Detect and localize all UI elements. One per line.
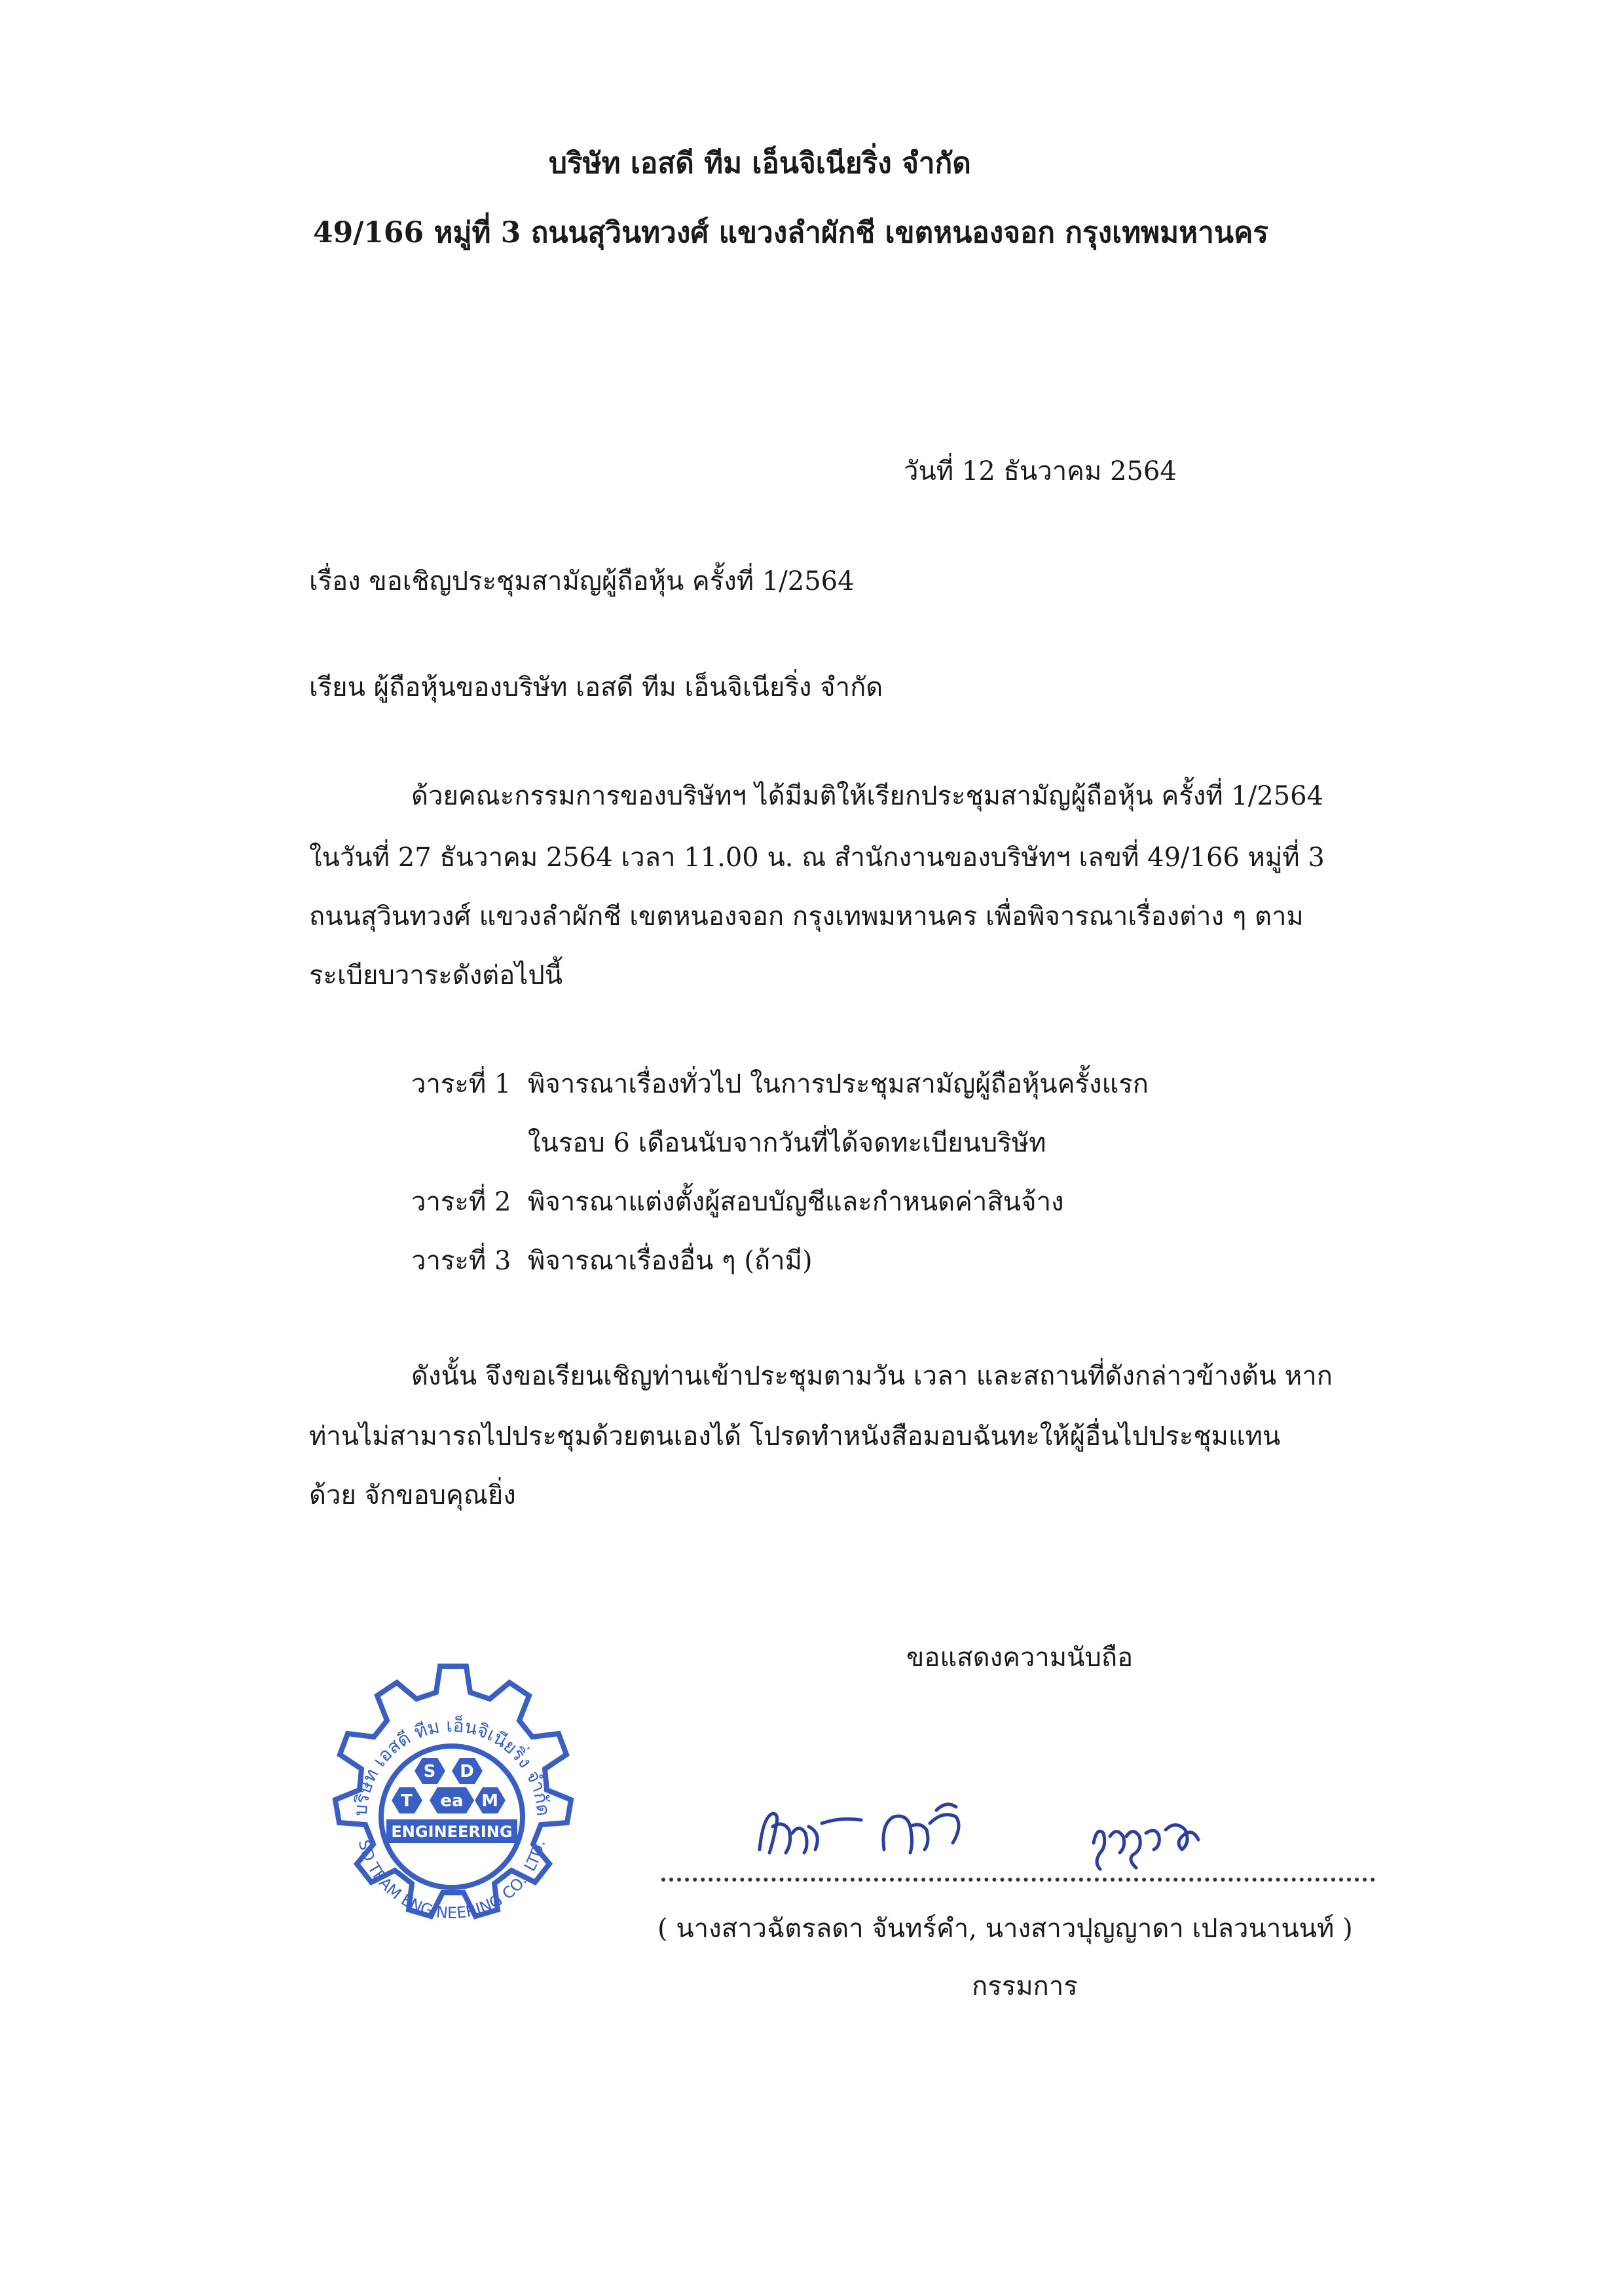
signatory-names: ( นางสาวฉัตรลดา จันทร์คำ, นางสาวปุญญาดา เปลวนานนท์ ) [657, 1914, 1353, 1944]
signatory-position: กรรมการ [972, 1971, 1078, 2001]
paragraph1-line1: ด้วยคณะกรรมการของบริษัทฯ ได้มีมติให้เรียกประชุมสามัญผู้ถือหุ้น ครั้งที่ 1/2564 [411, 781, 1324, 811]
svg-text:SD TEAM ENGINEERING CO., LTD. [355, 1838, 549, 1922]
stamp-banner-text: ENGINEERING [391, 1823, 513, 1841]
agenda-1-label: วาระที่ 1 [411, 1069, 511, 1099]
signatures [747, 1787, 1323, 1886]
paragraph2-line1: ดังนั้น จึงขอเรียนเชิญท่านเข้าประชุมตามวัน เวลา และสถานที่ดังกล่าวข้างต้น หาก [411, 1361, 1333, 1391]
agenda-3-text: พิจารณาเรื่องอื่น ๆ (ถ้ามี) [528, 1246, 813, 1276]
signature-line [661, 1878, 1375, 1882]
stamp-ring-text-top: บริษัท เอสดี ทีม เอ็นจิเนียริ่ง จำกัด [349, 1714, 555, 1817]
stamp-letter-d: D [460, 1762, 474, 1781]
paragraph1-line2: ในวันที่ 27 ธันวาคม 2564 เวลา 11.00 น. ณ สำนักงานของบริษัทฯ เลขที่ 49/166 หมู่ที่ 3 [309, 843, 1325, 873]
company-address: 49/166 หมู่ที่ 3 ถนนสุวินทวงศ์ แขวงลำผักชี เขตหนองจอก กรุงเทพมหานคร [313, 216, 1269, 249]
letter-subject: เรื่อง ขอเชิญประชุมสามัญผู้ถือหุ้น ครั้งที่ 1/2564 [309, 566, 855, 596]
closing-phrase: ขอแสดงความนับถือ [906, 1643, 1134, 1673]
agenda-2-text: พิจารณาแต่งตั้งผู้สอบบัญชีและกำหนดค่าสินจ้าง [528, 1187, 1064, 1217]
company-stamp [288, 1653, 616, 1980]
letter-date: วันที่ 12 ธันวาคม 2564 [904, 456, 1177, 486]
agenda-1-continuation: ในรอบ 6 เดือนนับจากวันที่ได้จดทะเบียนบริษัท [528, 1128, 1046, 1158]
paragraph2-line3: ด้วย จักขอบคุณยิ่ง [309, 1480, 516, 1510]
company-name: บริษัท เอสดี ทีม เอ็นจิเนียริ่ง จำกัด [549, 147, 971, 180]
stamp-letter-t: T [401, 1791, 413, 1811]
stamp-letter-s: S [423, 1762, 436, 1781]
letter-recipient: เรียน ผู้ถือหุ้นของบริษัท เอสดี ทีม เอ็นจิเนียริ่ง จำกัด [309, 672, 883, 702]
stamp-letters-ea: ea [440, 1791, 464, 1811]
stamp-letter-m: M [481, 1791, 498, 1811]
agenda-1-text: พิจารณาเรื่องทั่วไป ในการประชุมสามัญผู้ถือหุ้นครั้งแรก [528, 1069, 1149, 1099]
paragraph2-line2: ท่านไม่สามารถไปประชุมด้วยตนเองได้ โปรดทำหนังสือมอบฉันทะให้ผู้อื่นไปประชุมแทน [309, 1421, 1281, 1451]
paragraph1-line4: ระเบียบวาระดังต่อไปนี้ [309, 960, 563, 991]
agenda-3-label: วาระที่ 3 [411, 1246, 511, 1276]
stamp-ring-text-bottom: SD TEAM ENGINEERING CO., LTD. [354, 1838, 549, 1923]
agenda-2-label: วาระที่ 2 [411, 1187, 511, 1217]
paragraph1-line3: ถนนสุวินทวงศ์ แขวงลำผักชี เขตหนองจอก กรุงเทพมหานคร เพื่อพิจารณาเรื่องต่าง ๆ ตาม [309, 902, 1304, 932]
